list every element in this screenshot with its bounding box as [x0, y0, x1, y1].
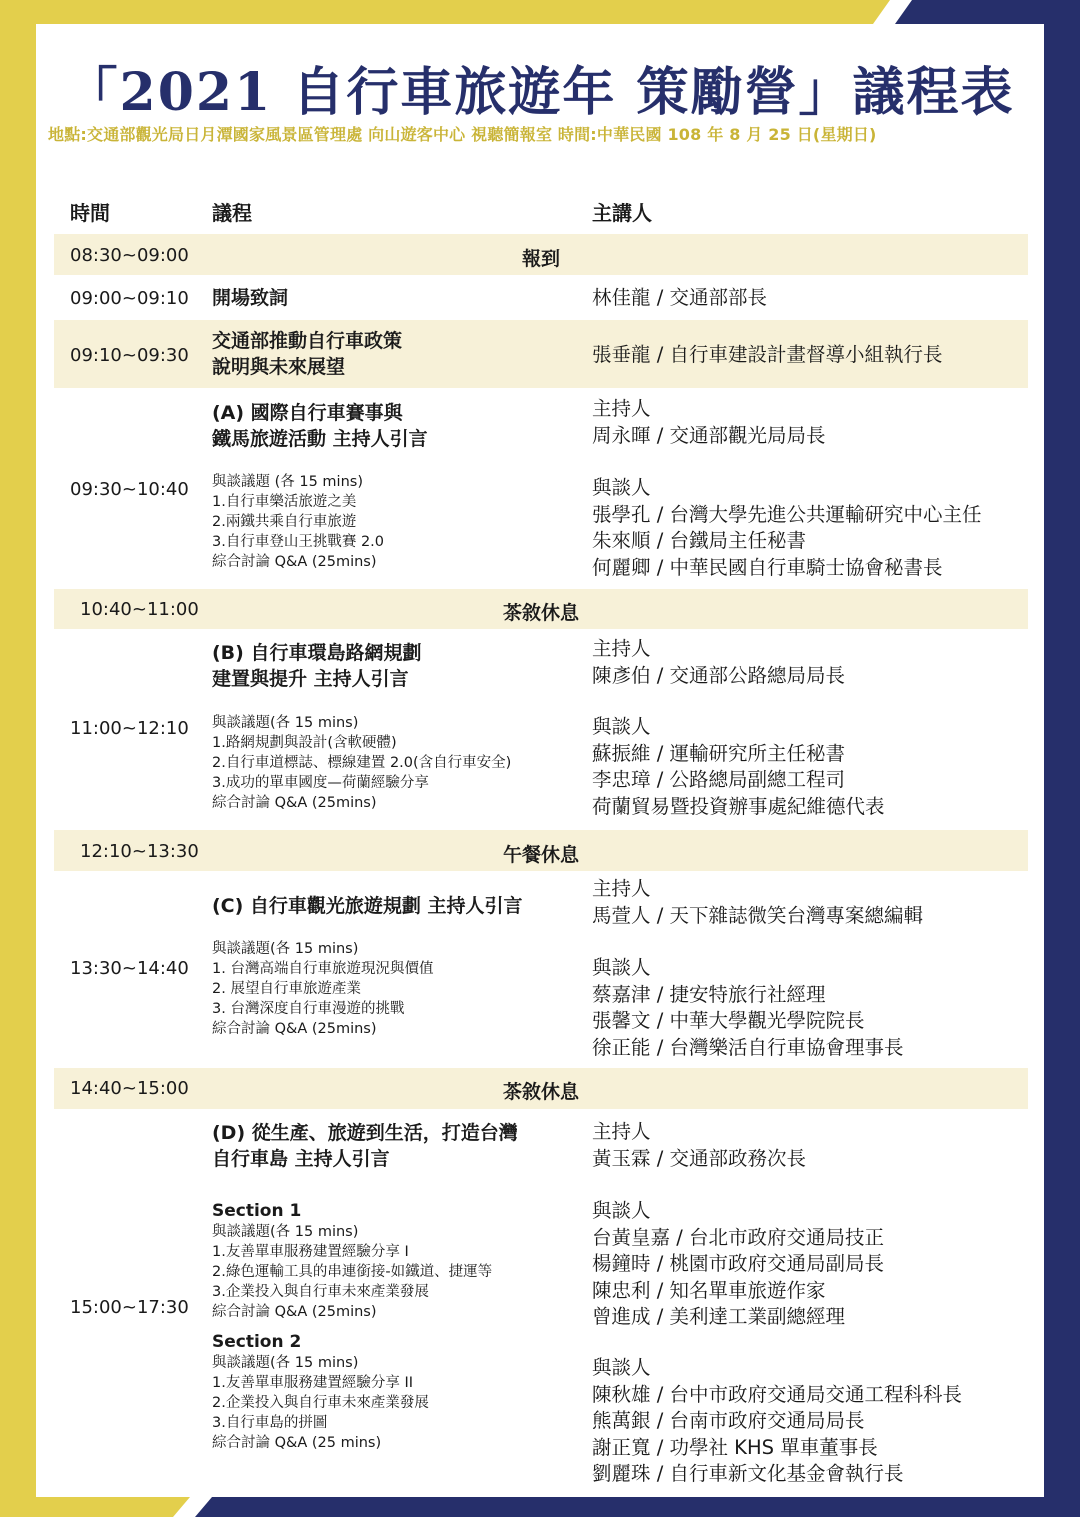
- detail-item: 2.綠色運輸工具的串連銜接-如鐵道、捷運等: [212, 1264, 493, 1280]
- agenda-title: [212, 328, 402, 380]
- speaker-entry: 楊鐘時 / 桃園市政府交通局副局長: [592, 1252, 884, 1275]
- agenda-title-line: (D) 從生產、旅遊到生活，打造台灣: [212, 1122, 518, 1144]
- detail-item: 1. 台灣高端自行車旅遊現況與價值: [212, 961, 434, 977]
- agenda-title-line: 交通部推動自行車政策: [212, 330, 403, 352]
- time-slot: 15:00~17:30: [70, 1297, 189, 1318]
- section-1-title: Section 1: [212, 1201, 302, 1221]
- speaker-entry: 何麗卿 / 中華民國自行車騎士協會秘書長: [592, 555, 943, 579]
- detail-item: 1.友善單車服務建置經驗分享 II: [212, 1375, 413, 1391]
- speaker-list: [592, 475, 981, 581]
- detail-item: 綜合討論 Q&A (25 mins): [212, 1435, 382, 1451]
- host-label: 主持人: [592, 1120, 651, 1143]
- host-label: 主持人: [592, 637, 651, 660]
- break-label: 茶敘休息: [502, 602, 579, 624]
- speaker-list: [592, 955, 903, 1061]
- agenda-column-header: 議程: [212, 201, 252, 225]
- speaker-entry: 陳秋雄 / 台中市政府交通局交通工程科科長: [592, 1382, 962, 1406]
- detail-item: 3.自行車島的拼圖: [212, 1415, 328, 1431]
- detail-item: 3.企業投入與自行車未來產業發展: [212, 1284, 429, 1300]
- host-entry: 馬萱人 / 天下雜誌微笑台灣專案總編輯: [592, 903, 923, 927]
- speaker-column-header: 主講人: [592, 201, 652, 225]
- detail-item: 3.自行車登山王挑戰賽 2.0: [212, 534, 385, 550]
- section-2-title: Section 2: [212, 1332, 302, 1352]
- speaker-entry: 曾進成 / 美利達工業副總經理: [592, 1305, 845, 1328]
- speaker-list-section-2: [592, 1355, 962, 1488]
- detail-item: 3. 台灣深度自行車漫遊的挑戰: [212, 1001, 405, 1017]
- detail-item: 與談議題(各 15 mins): [212, 715, 359, 731]
- agenda-title: [212, 640, 421, 692]
- host-entry: 黃玉霖 / 交通部政務次長: [592, 1146, 806, 1170]
- page-title: 「2021 自行車旅遊年 策勵營」議程表: [65, 62, 1015, 123]
- agenda-details: [212, 472, 384, 572]
- agenda-title: [212, 1120, 518, 1172]
- speaker-list: [592, 342, 942, 369]
- panel-label: 與談人: [592, 956, 651, 979]
- panel-label: 與談人: [592, 476, 651, 499]
- host-entry: 陳彥伯 / 交通部公路總局局長: [592, 663, 845, 687]
- agenda-title: [212, 285, 288, 311]
- agenda-title: [212, 893, 523, 919]
- agenda-title-line: (A) 國際自行車賽事與: [212, 402, 403, 424]
- host-list: [592, 876, 923, 929]
- time-column-header: 時間: [70, 201, 110, 225]
- detail-item: 綜合討論 Q&A (25mins): [212, 795, 377, 811]
- panel-label: 與談人: [592, 715, 651, 738]
- speaker-list-section-1: [592, 1198, 884, 1331]
- agenda-title-line: 說明與未來展望: [212, 356, 346, 378]
- section-2-details: [212, 1331, 429, 1453]
- time-slot: 09:10~09:30: [70, 345, 189, 366]
- agenda-details: [212, 713, 511, 813]
- speaker-entry: 張垂龍 / 自行車建設計畫督導小組執行長: [592, 343, 943, 366]
- time-slot: 13:30~14:40: [70, 958, 189, 979]
- detail-item: 綜合討論 Q&A (25mins): [212, 1021, 377, 1037]
- venue-date-subtitle: 地點:交通部觀光局日月潭國家風景區管理處 向山遊客中心 視聽簡報室 時間:中華民國 108 年 8 月 25 日(星期日): [48, 125, 877, 144]
- agenda-details: [212, 939, 433, 1039]
- detail-item: 2.自行車道標誌、標線建置 2.0(含自行車安全): [212, 755, 512, 771]
- detail-item: 2. 展望自行車旅遊產業: [212, 981, 361, 997]
- speaker-entry: 張馨文 / 中華大學觀光學院院長: [592, 1009, 865, 1032]
- break-label: 茶敘休息: [502, 1081, 579, 1103]
- agenda-title-line: 開場致詞: [212, 287, 289, 309]
- speaker-entry: 徐正能 / 台灣樂活自行車協會理事長: [592, 1035, 904, 1059]
- detail-item: 3.成功的單車國度—荷蘭經驗分享: [212, 775, 429, 791]
- section-1-details: [212, 1200, 492, 1322]
- time-slot: 09:30~10:40: [70, 479, 189, 500]
- detail-item: 與談議題(各 15 mins): [212, 1224, 359, 1240]
- gold-bottom-corner: [0, 1497, 190, 1517]
- break-label: 午餐休息: [502, 844, 579, 866]
- speaker-entry: 張學孔 / 台灣大學先進公共運輸研究中心主任: [592, 502, 982, 526]
- agenda-title: [212, 400, 428, 452]
- detail-item: 2.企業投入與自行車未來產業發展: [212, 1395, 429, 1411]
- agenda-title-line: 鐵馬旅遊活動 主持人引言: [212, 428, 428, 450]
- detail-item: 1.友善單車服務建置經驗分享 I: [212, 1244, 409, 1260]
- host-label: 主持人: [592, 877, 651, 900]
- detail-item: 2.兩鐵共乘自行車旅遊: [212, 514, 357, 530]
- detail-item: 1.路網規劃與設計(含軟硬體): [212, 735, 397, 751]
- agenda-title-line: (B) 自行車環島路網規劃: [212, 642, 422, 664]
- panel-label: 與談人: [592, 1356, 651, 1379]
- host-entry: 周永暉 / 交通部觀光局局長: [592, 423, 826, 447]
- speaker-entry: 陳忠利 / 知名單車旅遊作家: [592, 1278, 826, 1302]
- navy-bottom-band: [195, 1497, 1080, 1517]
- host-list: [592, 396, 825, 449]
- detail-item: 1.自行車樂活旅遊之美: [212, 494, 357, 510]
- speaker-list: [592, 714, 885, 820]
- gold-top-band: [0, 0, 890, 24]
- speaker-entry: 劉麗珠 / 自行車新文化基金會執行長: [592, 1462, 904, 1485]
- detail-item: 與談議題 (各 15 mins): [212, 474, 363, 490]
- host-list: [592, 636, 845, 689]
- speaker-entry: 蔡嘉津 / 捷安特旅行社經理: [592, 982, 826, 1006]
- speaker-entry: 謝正寬 / 功學社 KHS 單車董事長: [592, 1435, 878, 1459]
- agenda-title-line: 建置與提升 主持人引言: [212, 668, 409, 690]
- speaker-entry: 熊萬銀 / 台南市政府交通局局長: [592, 1409, 865, 1432]
- agenda-title-line: 自行車島 主持人引言: [212, 1148, 390, 1170]
- time-slot: 09:00~09:10: [70, 288, 189, 309]
- detail-item: 綜合討論 Q&A (25mins): [212, 1304, 377, 1320]
- panel-label: 與談人: [592, 1199, 651, 1222]
- time-slot: 08:30~09:00: [70, 245, 189, 266]
- time-slot: 14:40~15:00: [70, 1078, 189, 1099]
- time-slot: 10:40~11:00: [80, 599, 199, 620]
- detail-item: 綜合討論 Q&A (25mins): [212, 554, 377, 570]
- speaker-entry: 蘇振維 / 運輸研究所主任秘書: [592, 741, 845, 765]
- speaker-entry: 荷蘭貿易暨投資辦事處紀維德代表: [592, 794, 885, 818]
- time-slot: 12:10~13:30: [80, 841, 199, 862]
- speaker-entry: 朱來順 / 台鐵局主任秘書: [592, 529, 806, 552]
- speaker-entry: 台黃皇嘉 / 台北市政府交通局技正: [592, 1225, 884, 1249]
- detail-item: 與談議題(各 15 mins): [212, 1355, 359, 1371]
- host-list: [592, 1119, 806, 1172]
- gold-left-border: [0, 0, 36, 1517]
- break-label: 報到: [521, 248, 560, 270]
- speaker-list: [592, 285, 767, 312]
- host-label: 主持人: [592, 397, 651, 420]
- time-slot: 11:00~12:10: [70, 718, 189, 739]
- navy-right-border: [1044, 0, 1080, 1517]
- speaker-entry: 李忠璋 / 公路總局副總工程司: [592, 768, 845, 791]
- detail-item: 與談議題(各 15 mins): [212, 941, 359, 957]
- speaker-entry: 林佳龍 / 交通部部長: [592, 286, 767, 309]
- agenda-title-line: (C) 自行車觀光旅遊規劃 主持人引言: [212, 895, 523, 917]
